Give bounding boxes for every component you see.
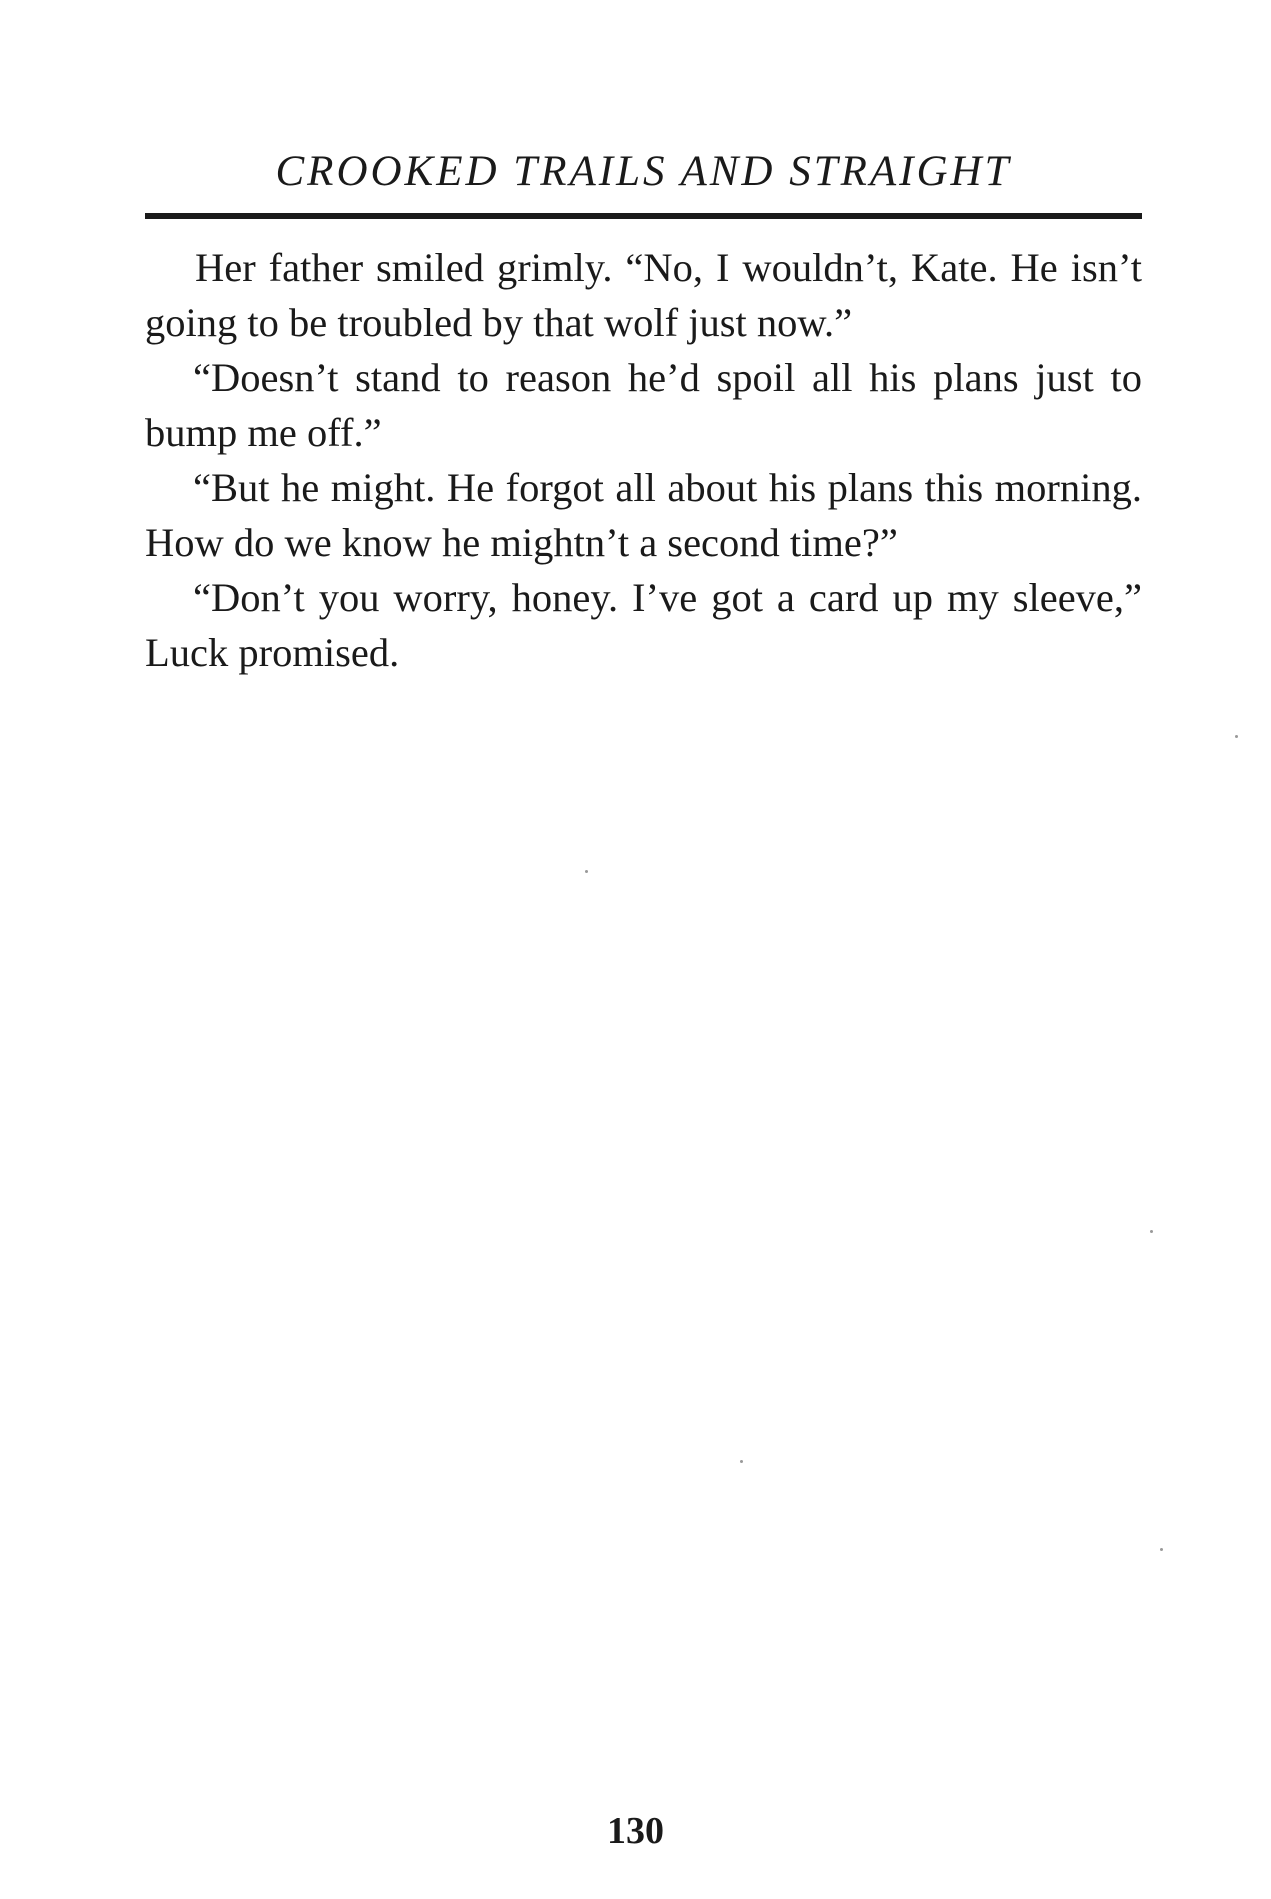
paragraph: Her father smiled grimly. “No, I wouldn’t, Kate. He isn’t going to be troubled by that wolf just now.”: [145, 245, 1142, 345]
header-rule: [145, 213, 1142, 219]
scan-speck: [1150, 1230, 1153, 1233]
paragraph: “But he might. He forgot all about his plans this morning. How do we know he mightn’t a second time?”: [145, 465, 1142, 565]
scan-speck: [1160, 1548, 1163, 1551]
running-head: CROOKED TRAILS AND STRAIGHT: [275, 148, 1012, 195]
paragraph: “Don’t you worry, honey. I’ve got a card up my sleeve,” Luck promised.: [145, 575, 1142, 675]
scan-speck: [585, 870, 588, 873]
page-number: 130: [607, 1810, 664, 1852]
scan-speck: [740, 1460, 743, 1463]
scan-speck: [1235, 735, 1238, 738]
body-text: [145, 240, 1142, 680]
paragraph: “Doesn’t stand to reason he’d spoil all his plans just to bump me off.”: [145, 355, 1142, 455]
